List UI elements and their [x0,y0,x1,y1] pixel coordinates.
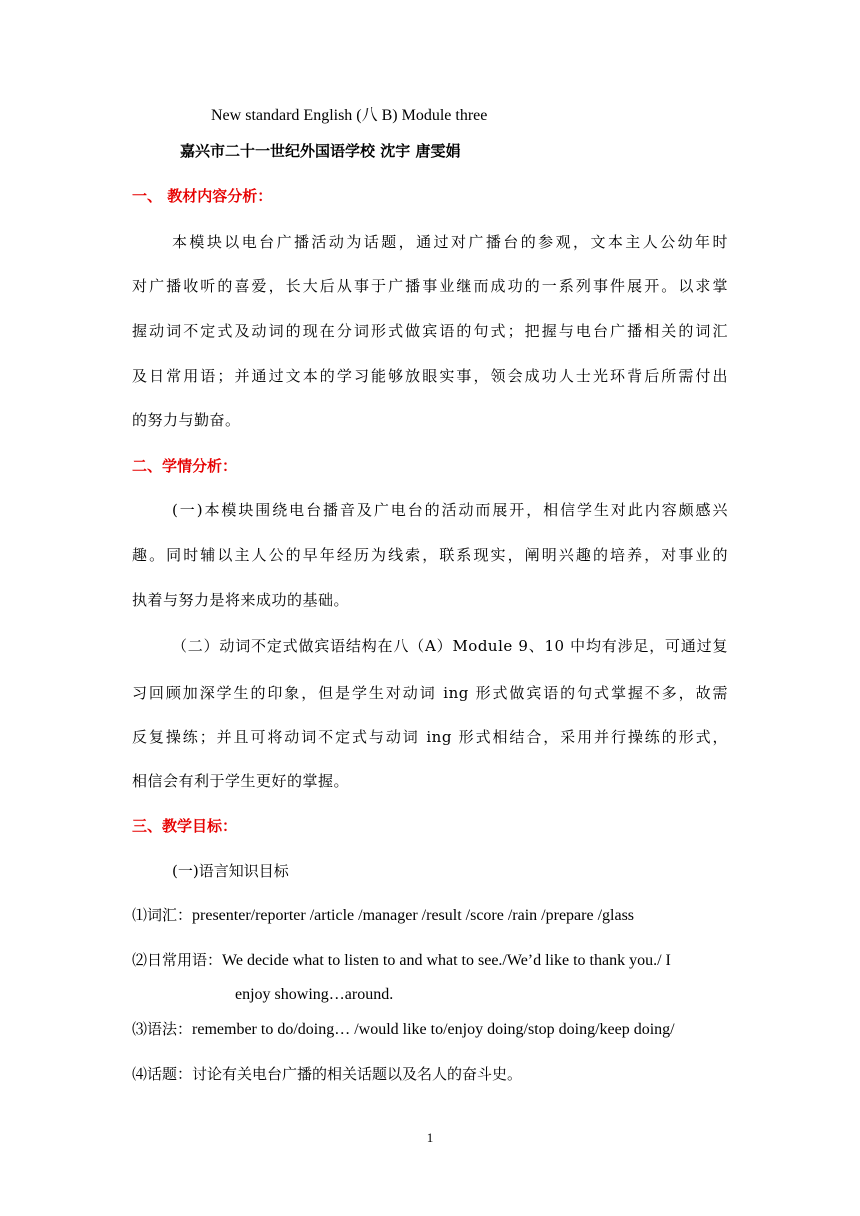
paragraph-line: （二）动词不定式做宾语结构在八（A）Module 9、10 中均有涉足，可通过复 [172,637,728,655]
item-text: 讨论有关电台广播的相关话题以及名人的奋斗史。 [192,1065,523,1083]
item-text: We decide what to listen to and what to see./We’d like to thank you./ I [222,952,671,969]
item-text: presenter/reporter /article /manager /result /score /rain /prepare /glass [192,907,635,924]
paragraph-line: 趣。同时辅以主人公的早年经历为线索，联系现实，阐明兴趣的培养，对事业的 [132,546,728,564]
subheading-language-knowledge: (一)语言知识目标 [172,862,289,880]
section-heading-textbook-analysis: 一、 教材内容分析： [132,187,273,205]
paragraph-line: 对广播收听的喜爱，长大后从事于广播事业继而成功的一系列事件展开。以求掌 [132,277,728,295]
item-label: ⑷话题： [132,1065,193,1083]
paragraph-line: 反复操练；并且可将动词不定式与动词 ing 形式相结合，采用并行操练的形式， [132,728,728,746]
objective-item-expressions [132,950,671,971]
paragraph-line: 执着与努力是将来成功的基础。 [132,591,350,609]
item-text-continued: enjoy showing…around. [235,986,394,1003]
objective-item-vocabulary [132,905,634,926]
item-label: ⑴词汇： [132,906,193,924]
document-authors: 嘉兴市二十一世纪外国语学校 沈宇 唐雯娟 [180,142,461,160]
paragraph-line: 及日常用语；并通过文本的学习能够放眼实事，领会成功人士光环背后所需付出 [132,367,728,385]
paragraph-line: 相信会有利于学生更好的掌握。 [132,772,350,790]
paragraph-line: (一)本模块围绕电台播音及广电台的活动而展开，相信学生对此内容颇感兴 [172,501,728,519]
objective-item-topic [132,1064,522,1084]
item-label: ⑵日常用语： [132,951,223,969]
objective-item-grammar [132,1019,675,1040]
item-label: ⑶语法： [132,1020,193,1038]
paragraph-line: 握动词不定式及动词的现在分词形式做宾语的句式；把握与电台广播相关的词汇 [132,322,728,340]
page-number: 1 [426,1130,434,1145]
paragraph-line: 本模块以电台广播活动为话题，通过对广播台的参观，文本主人公幼年时 [172,233,728,251]
section-heading-learner-analysis: 二、学情分析： [132,457,238,475]
paragraph-line: 习回顾加深学生的印象，但是学生对动词 ing 形式做宾语的句式掌握不多，故需 [132,684,728,702]
paragraph-line: 的努力与勤奋。 [132,411,241,429]
item-text: remember to do/doing… /would like to/enjoy doing/stop doing/keep doing/ [192,1021,675,1038]
section-heading-teaching-objectives: 三、教学目标： [132,817,238,835]
document-title: New standard English (八 B) Module three [211,107,488,124]
